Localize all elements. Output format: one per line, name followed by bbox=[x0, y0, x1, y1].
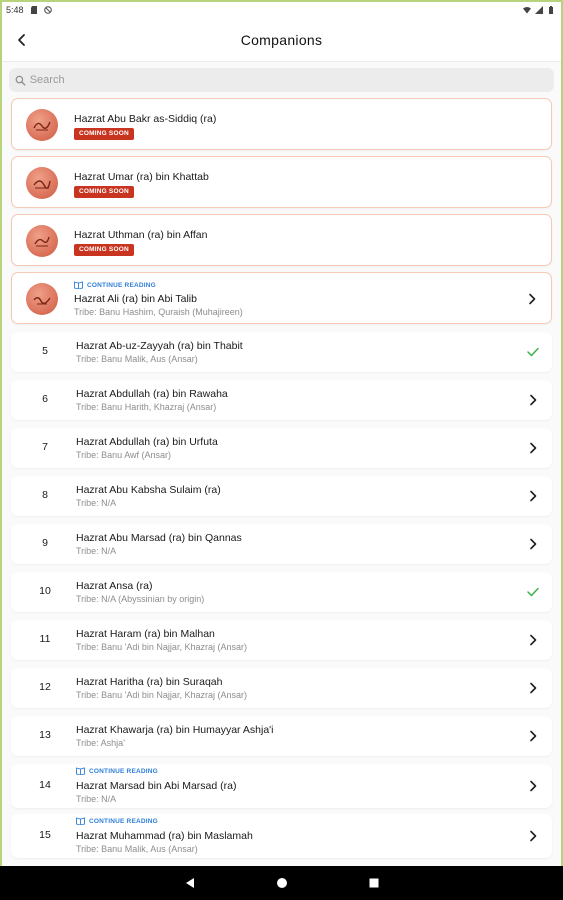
companion-row[interactable] bbox=[11, 764, 552, 808]
companion-number: 15 bbox=[39, 829, 51, 841]
companion-card[interactable] bbox=[11, 214, 552, 266]
chevron-right-icon bbox=[526, 393, 540, 407]
page-title: Companions bbox=[240, 31, 323, 48]
companion-tribe: Tribe: Banu Awf (Ansar) bbox=[76, 450, 172, 460]
companion-tribe: Tribe: Banu Hashim, Quraish (Muhajireen) bbox=[74, 307, 243, 317]
companion-name: Hazrat Abu Kabsha Sulaim (ra) bbox=[76, 484, 221, 496]
companion-tribe: Tribe: Banu Malik, Aus (Ansar) bbox=[76, 354, 198, 364]
chevron-right-icon bbox=[526, 489, 540, 503]
companion-row[interactable] bbox=[11, 380, 552, 420]
companion-number: 12 bbox=[39, 681, 51, 693]
companion-card[interactable] bbox=[11, 156, 552, 208]
companion-name: Hazrat Ali (ra) bin Abi Talib bbox=[74, 293, 197, 305]
companion-number: 13 bbox=[39, 729, 51, 741]
companion-row[interactable] bbox=[11, 524, 552, 564]
companion-name: Hazrat Abdullah (ra) bin Urfuta bbox=[76, 436, 218, 448]
companion-tribe: Tribe: Ashja' bbox=[76, 738, 125, 748]
companion-name: Hazrat Haritha (ra) bin Suraqah bbox=[76, 676, 223, 688]
companion-row[interactable] bbox=[11, 428, 552, 468]
square-recents-icon bbox=[368, 877, 380, 889]
coming-soon-badge: COMING SOON bbox=[74, 128, 134, 140]
chevron-right-icon bbox=[526, 829, 540, 843]
chevron-right-icon bbox=[526, 441, 540, 455]
calligraphy-avatar-icon bbox=[26, 167, 58, 199]
companion-name: Hazrat Ab-uz-Zayyah (ra) bin Thabit bbox=[76, 340, 243, 352]
sd-card-icon bbox=[30, 6, 38, 14]
companion-name: Hazrat Abdullah (ra) bin Rawaha bbox=[76, 388, 228, 400]
companion-tribe: Tribe: Banu 'Adi bin Najjar, Khazraj (Ansar) bbox=[76, 642, 247, 652]
companion-row[interactable] bbox=[11, 620, 552, 660]
wifi-icon bbox=[523, 6, 531, 14]
companion-tribe: Tribe: N/A bbox=[76, 498, 117, 508]
book-icon bbox=[74, 281, 83, 289]
calligraphy-avatar-icon bbox=[26, 225, 58, 257]
system-nav-bar bbox=[0, 866, 563, 900]
companion-row[interactable] bbox=[11, 814, 552, 858]
chevron-right-icon bbox=[526, 729, 540, 743]
chevron-right-icon bbox=[525, 292, 539, 306]
companion-number: 10 bbox=[39, 585, 51, 597]
coming-soon-badge: COMING SOON bbox=[74, 244, 134, 256]
companion-name: Hazrat Abu Marsad (ra) bin Qannas bbox=[76, 532, 242, 544]
app-bar bbox=[2, 18, 561, 62]
book-icon bbox=[76, 767, 85, 775]
companion-number: 9 bbox=[42, 537, 48, 549]
calligraphy-avatar-icon bbox=[26, 283, 58, 315]
no-disturb-icon bbox=[44, 6, 52, 14]
companion-tribe: Tribe: Banu 'Adi bin Najjar, Khazraj (Ansar) bbox=[76, 690, 247, 700]
back-button[interactable] bbox=[10, 28, 34, 52]
circle-home-icon bbox=[276, 877, 288, 889]
continue-reading-text: CONTINUE READING bbox=[87, 281, 156, 289]
chevron-right-icon bbox=[526, 537, 540, 551]
continue-reading-text: CONTINUE READING bbox=[89, 817, 158, 825]
nav-home-button[interactable] bbox=[275, 876, 289, 890]
arrow-left-icon bbox=[15, 33, 29, 47]
companion-row[interactable] bbox=[11, 716, 552, 756]
signal-icon bbox=[535, 6, 543, 14]
status-bar bbox=[2, 2, 561, 18]
companion-name: Hazrat Uthman (ra) bin Affan bbox=[74, 229, 208, 241]
battery-icon bbox=[547, 6, 555, 14]
companion-number: 5 bbox=[42, 345, 48, 357]
companion-number: 14 bbox=[39, 779, 51, 791]
companion-number: 8 bbox=[42, 489, 48, 501]
companion-row[interactable] bbox=[11, 668, 552, 708]
companion-name: Hazrat Marsad bin Abi Marsad (ra) bbox=[76, 780, 237, 792]
companion-tribe: Tribe: N/A bbox=[76, 546, 117, 556]
companion-number: 6 bbox=[42, 393, 48, 405]
search-field[interactable] bbox=[9, 68, 554, 92]
triangle-back-icon bbox=[184, 877, 196, 889]
search-bar bbox=[2, 62, 561, 92]
check-icon bbox=[526, 585, 540, 599]
companion-name: Hazrat Umar (ra) bin Khattab bbox=[74, 171, 209, 183]
chevron-right-icon bbox=[526, 779, 540, 793]
calligraphy-avatar-icon bbox=[26, 109, 58, 141]
coming-soon-badge: COMING SOON bbox=[74, 186, 134, 198]
chevron-right-icon bbox=[526, 681, 540, 695]
companion-name: Hazrat Ansa (ra) bbox=[76, 580, 153, 592]
companion-card[interactable] bbox=[11, 272, 552, 324]
companion-number: 7 bbox=[42, 441, 48, 453]
companion-tribe: Tribe: Banu Harith, Khazraj (Ansar) bbox=[76, 402, 217, 412]
companion-tribe: Tribe: Banu Malik, Aus (Ansar) bbox=[76, 844, 198, 854]
status-time: 5:48 bbox=[6, 5, 24, 15]
continue-reading-label[interactable] bbox=[76, 767, 158, 775]
companion-card[interactable] bbox=[11, 98, 552, 150]
companion-number: 11 bbox=[39, 633, 51, 645]
companion-tribe: Tribe: N/A (Abyssinian by origin) bbox=[76, 594, 205, 604]
nav-back-button[interactable] bbox=[183, 876, 197, 890]
continue-reading-text: CONTINUE READING bbox=[89, 767, 158, 775]
companion-row[interactable] bbox=[11, 572, 552, 612]
chevron-right-icon bbox=[526, 633, 540, 647]
continue-reading-label[interactable] bbox=[74, 281, 156, 289]
companion-name: Hazrat Muhammad (ra) bin Maslamah bbox=[76, 830, 253, 842]
nav-recents-button[interactable] bbox=[367, 876, 381, 890]
companion-name: Hazrat Haram (ra) bin Malhan bbox=[76, 628, 215, 640]
search-input[interactable] bbox=[30, 74, 548, 86]
check-icon bbox=[526, 345, 540, 359]
companion-name: Hazrat Khawarja (ra) bin Humayyar Ashja'i bbox=[76, 724, 274, 736]
companion-name: Hazrat Abu Bakr as-Siddiq (ra) bbox=[74, 113, 217, 125]
continue-reading-label[interactable] bbox=[76, 817, 158, 825]
companion-row[interactable] bbox=[11, 332, 552, 372]
book-icon bbox=[76, 817, 85, 825]
search-icon bbox=[15, 75, 26, 86]
companion-tribe: Tribe: N/A bbox=[76, 794, 117, 804]
companion-row[interactable] bbox=[11, 476, 552, 516]
